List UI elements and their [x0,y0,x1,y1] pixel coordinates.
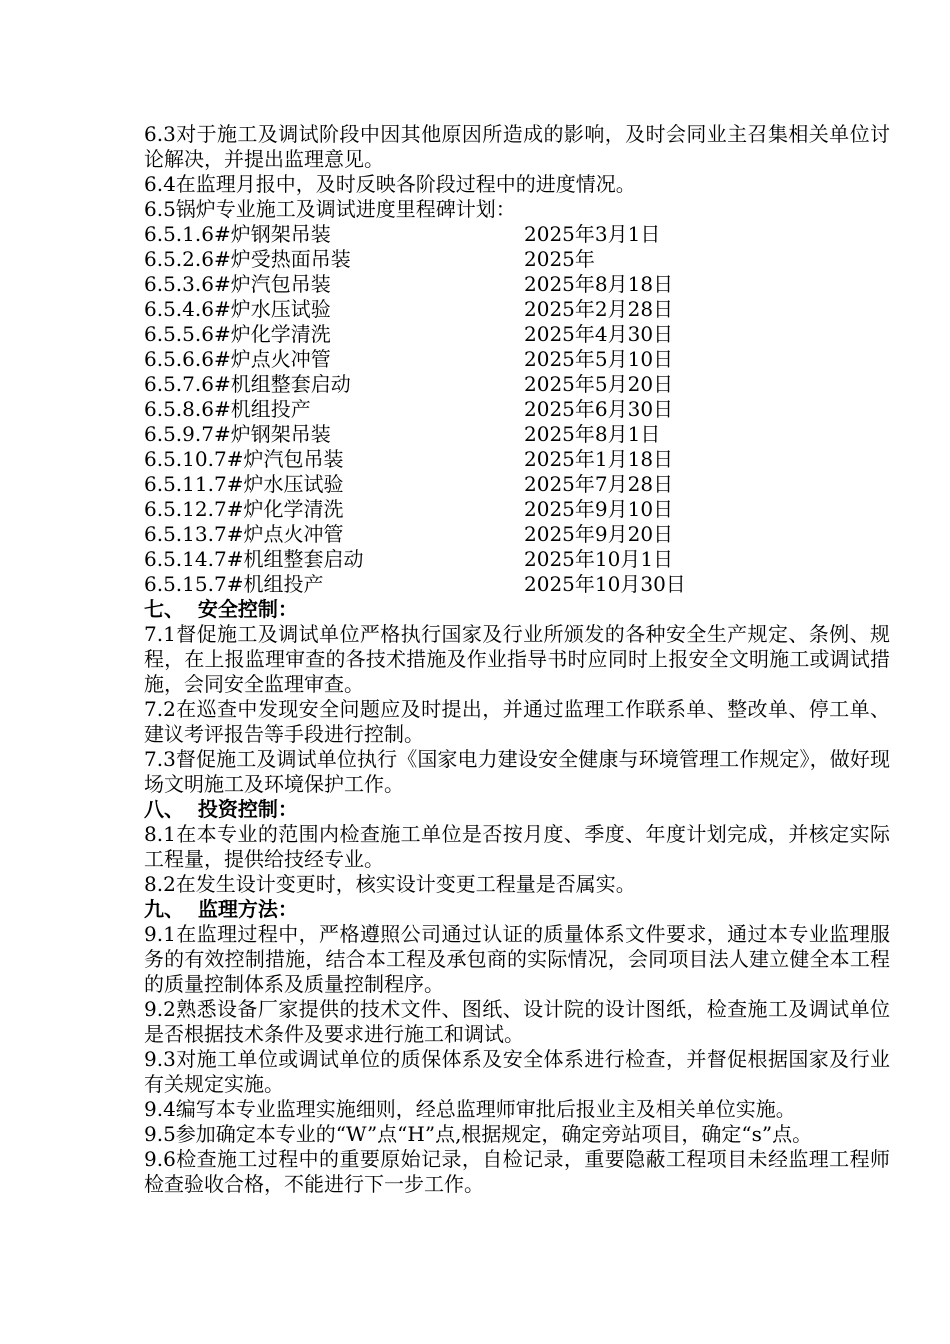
milestone-row [144,547,890,572]
milestone-label: 6.5.7.6#机组整套启动 [144,372,351,396]
milestone-label: 6.5.13.7#炉点火冲管 [144,522,344,546]
milestone-row [144,472,890,497]
paragraph-8-2: 8.2在发生设计变更时，核实设计变更工程量是否属实。 [144,872,636,896]
paragraph-9-6: 9.6检查施工过程中的重要原始记录，自检记录，重要隐蔽工程项目未经监理工程师检查验收合格，不能进行下一步工作。 [144,1147,890,1196]
paragraph-9-4: 9.4编写本专业监理实施细则，经总监理师审批后报业主及相关单位实施。 [144,1097,796,1121]
milestone-row [144,497,890,522]
paragraph-6-4: 6.4在监理月报中，及时反映各阶段过程中的进度情况。 [144,172,636,196]
milestone-row [144,372,890,397]
milestone-label: 6.5.2.6#炉受热面吊装 [144,247,351,271]
section-8-heading: 八、 投资控制： [144,797,298,821]
paragraph-8-1: 8.1在本专业的范围内检查施工单位是否按月度、季度、年度计划完成，并核定实际工程量，提供给技经专业。 [144,822,890,871]
milestone-date: 2025年 [524,247,595,271]
paragraph-7-3: 7.3督促施工及调试单位执行《国家电力建设安全健康与环境管理工作规定》，做好现场文明施工及环境保护工作。 [144,747,890,796]
milestone-date: 2025年3月1日 [524,222,661,246]
paragraph-9-3: 9.3对施工单位或调试单位的质保体系及安全体系进行检查，并督促根据国家及行业有关规定实施。 [144,1047,890,1096]
milestone-date: 2025年6月30日 [524,397,674,421]
milestone-row [144,297,890,322]
milestone-date: 2025年8月18日 [524,272,674,296]
milestone-label: 6.5.14.7#机组整套启动 [144,547,364,571]
milestone-label: 6.5.12.7#炉化学清洗 [144,497,344,521]
milestone-row [144,347,890,372]
milestone-label: 6.5.10.7#炉汽包吊装 [144,447,344,471]
milestone-label: 6.5.1.6#炉钢架吊装 [144,222,331,246]
paragraph-9-2: 9.2熟悉设备厂家提供的技术文件、图纸、设计院的设计图纸，检查施工及调试单位是否根据技术条件及要求进行施工和调试。 [144,997,890,1046]
milestone-label: 6.5.8.6#机组投产 [144,397,311,421]
milestone-label: 6.5.6.6#炉点火冲管 [144,347,331,371]
paragraph-6-3: 6.3对于施工及调试阶段中因其他原因所造成的影响，及时会同业主召集相关单位讨论解决，并提出监理意见。 [144,122,890,171]
milestone-row [144,397,890,422]
milestone-label: 6.5.3.6#炉汽包吊装 [144,272,331,296]
milestone-date: 2025年5月20日 [524,372,674,396]
milestone-date: 2025年4月30日 [524,322,674,346]
milestone-row [144,422,890,447]
milestone-date: 2025年10月30日 [524,572,686,596]
section-9-heading: 九、 监理方法： [144,897,298,921]
milestone-row [144,572,890,597]
milestone-row [144,522,890,547]
milestone-label: 6.5.9.7#炉钢架吊装 [144,422,331,446]
paragraph-9-1: 9.1在监理过程中，严格遵照公司通过认证的质量体系文件要求，通过本专业监理服务的有效控制措施，结合本工程及承包商的实际情况，会同项目法人建立健全本工程的质量控制体系及质量控制程序。 [144,922,890,996]
milestone-row [144,272,890,297]
milestone-date: 2025年7月28日 [524,472,674,496]
paragraph-7-2: 7.2在巡查中发现安全问题应及时提出，并通过监理工作联系单、整改单、停工单、建议考评报告等手段进行控制。 [144,697,890,746]
milestone-date: 2025年2月28日 [524,297,674,321]
milestone-date: 2025年1月18日 [524,447,674,471]
milestone-row [144,322,890,347]
milestone-label: 6.5.11.7#炉水压试验 [144,472,344,496]
milestone-list [144,222,890,597]
milestone-row [144,247,890,272]
paragraph-7-1: 7.1督促施工及调试单位严格执行国家及行业所颁发的各种安全生产规定、条例、规程，在上报监理审查的各技术措施及作业指导书时应同时上报安全文明施工或调试措施，会同安全监理审查。 [144,622,890,696]
document-page [144,122,890,1197]
milestone-date: 2025年10月1日 [524,547,674,571]
paragraph-6-5: 6.5锅炉专业施工及调试进度里程碑计划： [144,197,516,221]
milestone-row [144,222,890,247]
paragraph-9-5: 9.5参加确定本专业的“W”点“H”点,根据规定，确定旁站项目，确定“s”点。 [144,1122,813,1146]
milestone-date: 2025年8月1日 [524,422,661,446]
milestone-label: 6.5.5.6#炉化学清洗 [144,322,331,346]
milestone-row [144,447,890,472]
milestone-date: 2025年5月10日 [524,347,674,371]
milestone-label: 6.5.15.7#机组投产 [144,572,324,596]
milestone-date: 2025年9月10日 [524,497,674,521]
milestone-label: 6.5.4.6#炉水压试验 [144,297,331,321]
section-7-heading: 七、 安全控制： [144,597,298,621]
milestone-date: 2025年9月20日 [524,522,674,546]
